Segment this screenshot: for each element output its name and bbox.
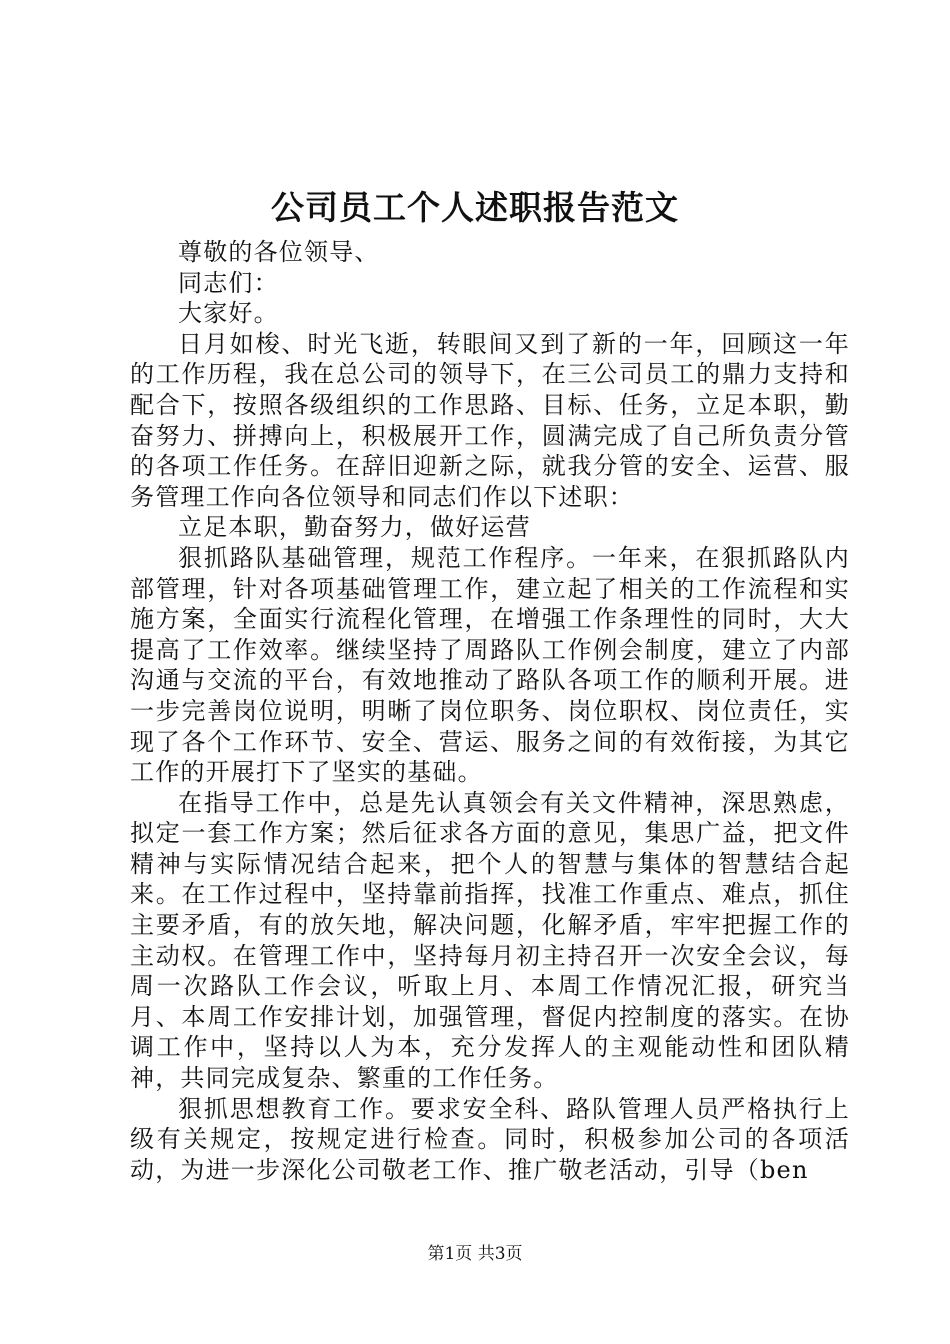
salutation-line-2: 同志们： — [178, 268, 279, 297]
paragraph-intro: 日月如梭、时光飞逝，转眼间又到了新的一年，回顾这一年的工作历程，我在总公司的领导下，在三公司员工的鼎力支持和配合下，按照各级组织的工作思路、目标、任务，立足本职，勤奋努力、拼搏向上，积极展开工作，圆满完成了自己所负责分管的各项工作任务。在辞旧迎新之际，就我分管的安全、运营、服务管理工作向各位领导和同志们作以下述职： — [130, 329, 850, 511]
paragraph-education: 狠抓思想教育工作。要求安全科、路队管理人员严格执行上级有关规定，按规定进行检查。同时，积极参加公司的各项活动，为进一步深化公司敬老工作、推广敬老活动，引导（ben — [130, 1094, 850, 1184]
section-heading: 立足本职，勤奋努力，做好运营 — [178, 513, 531, 542]
paragraph-guidance: 在指导工作中，总是先认真领会有关文件精神，深思熟虑，拟定一套工作方案；然后征求各方面的意见，集思广益，把文件精神与实际情况结合起来，把个人的智慧与集体的智慧结合起来。在工作过程中，坚持靠前指挥，找准工作重点、难点，抓住主要矛盾，有的放矢地，解决问题，化解矛盾，牢牢把握工作的主动权。在管理工作中，坚持每月初主持召开一次安全会议，每周一次路队工作会议，听取上月、本周工作情况汇报，研究当月、本周工作安排计划，加强管理，督促内控制度的落实。在协调工作中，坚持以人为本，充分发挥人的主观能动性和团队精神，共同完成复杂、繁重的工作任务。 — [130, 788, 850, 1093]
paragraph-management: 狠抓路队基础管理，规范工作程序。一年来，在狠抓路队内部管理，针对各项基础管理工作，建立起了相关的工作流程和实施方案，全面实行流程化管理，在增强工作条理性的同时，大大提高了工作效率。继续坚持了周路队工作例会制度，建立了内部沟通与交流的平台，有效地推动了路队各项工作的顺利开展。进一步完善岗位说明，明晰了岗位职务、岗位职权、岗位责任，实现了各个工作环节、安全、营运、服务之间的有效衔接，为其它工作的开展打下了坚实的基础。 — [130, 543, 850, 787]
document-body — [130, 237, 850, 1185]
salutation-line-1: 尊敬的各位领导、 — [178, 238, 380, 266]
greeting-line: 大家好。 — [178, 299, 279, 328]
document-title: 公司员工个人述职报告范文 — [271, 188, 679, 227]
page-number-footer: 第1页 共3页 — [427, 1244, 523, 1264]
